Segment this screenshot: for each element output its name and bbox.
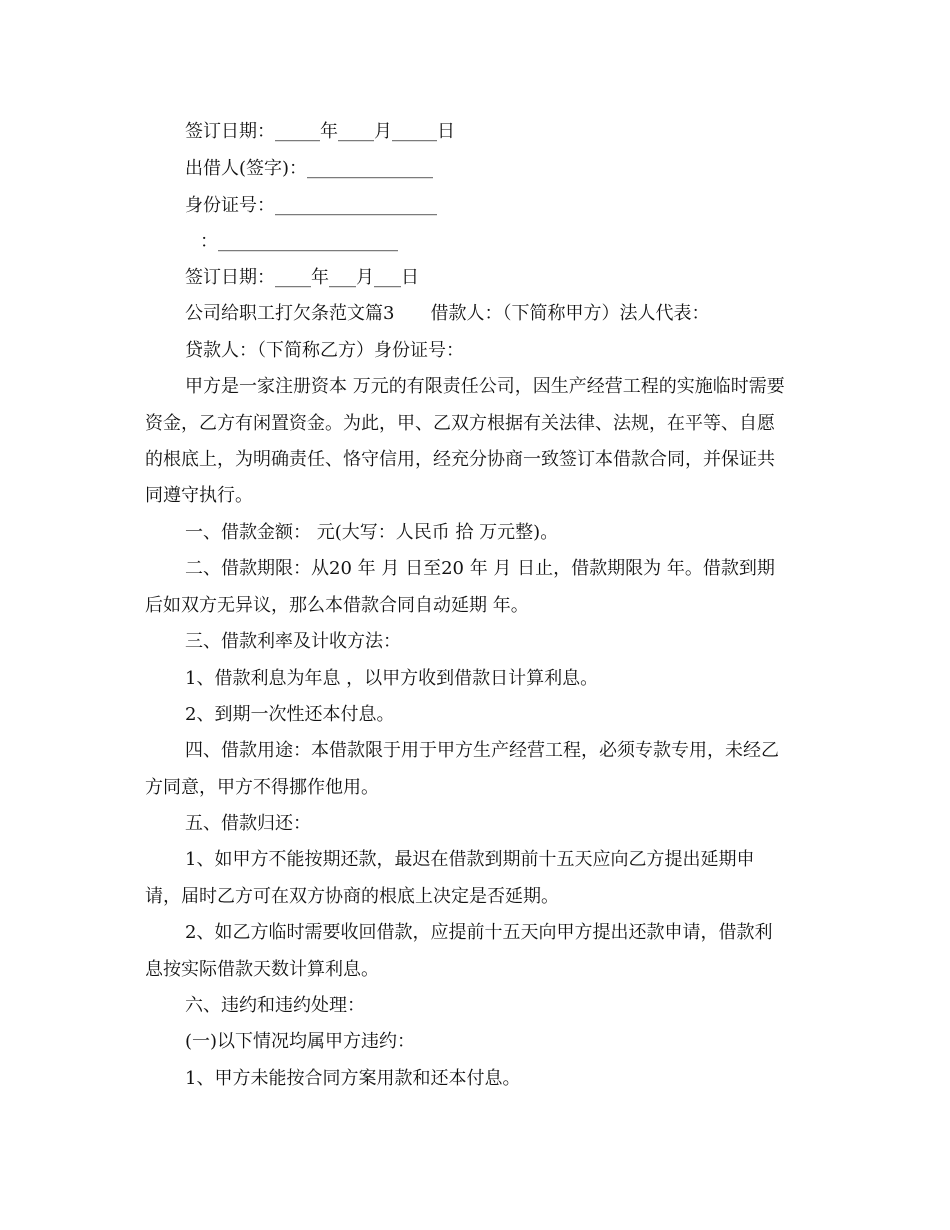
clause-line: 三、借款利率及计收方法： [185, 631, 401, 652]
paragraph-line: 同遵守执行。 [145, 485, 253, 506]
blank-field-line: ：____________________ [200, 231, 398, 252]
clause-line: 五、借款归还： [185, 813, 311, 834]
paragraph-line: 甲方是一家注册资本 万元的有限责任公司，因生产经营工程的实施临时需要 [185, 376, 785, 397]
paragraph-line: 的根底上，为明确责任、恪守信用，经充分协商一致签订本借款合同，并保证共 [145, 449, 775, 470]
clause-line: 六、违约和违约处理： [185, 995, 365, 1016]
clause-line: 2、到期一次性还本付息。 [185, 704, 395, 725]
clause-line: 请，届时乙方可在双方协商的根底上决定是否延期。 [145, 886, 559, 907]
section-heading-line [185, 302, 825, 326]
clause-line: 2、如乙方临时需要收回借款，应提前十五天向甲方提出还款申请，借款利 [185, 922, 773, 943]
clause-line: 1、甲方未能按合同方案用款和还本付息。 [185, 1068, 521, 1089]
lender-signature-line: 出借人(签字)：______________ [185, 158, 434, 179]
borrower-line: 借款人：（下简称甲方）法人代表： [430, 303, 710, 324]
clause-line: (一)以下情况均属甲方违约： [185, 1031, 416, 1052]
id-number-line: 身份证号：__________________ [185, 195, 437, 216]
paragraph-line: 资金，乙方有闲置资金。为此，甲、乙双方根据有关法律、法规，在平等、自愿 [145, 413, 775, 434]
signing-date-line: 签订日期：_____年____月_____日 [185, 121, 455, 142]
clause-line: 一、借款金额： 元(大写：人民币 拾 万元整)。 [185, 522, 559, 543]
clause-line: 1、借款利息为年息 ，以甲方收到借款日计算利息。 [185, 668, 599, 689]
clause-line: 后如双方无异议，那么本借款合同自动延期 年。 [145, 595, 529, 616]
lender-line: 贷款人：（下简称乙方）身份证号： [185, 340, 464, 361]
clause-line: 二、借款期限：从20 年 月 日至20 年 月 日止，借款期限为 年。借款到期 [185, 558, 775, 579]
clause-line: 四、借款用途：本借款限于用于甲方生产经营工程，必须专款专用，未经乙 [185, 740, 779, 761]
section-title: 公司给职工打欠条范文篇3 [185, 303, 395, 324]
clause-line: 息按实际借款天数计算利息。 [145, 959, 379, 980]
signing-date-line-2: 签订日期：____年___月___日 [185, 267, 419, 288]
clause-line: 方同意，甲方不得挪作他用。 [145, 777, 379, 798]
clause-line: 1、如甲方不能按期还款，最迟在借款到期前十五天应向乙方提出延期申 [185, 849, 755, 870]
